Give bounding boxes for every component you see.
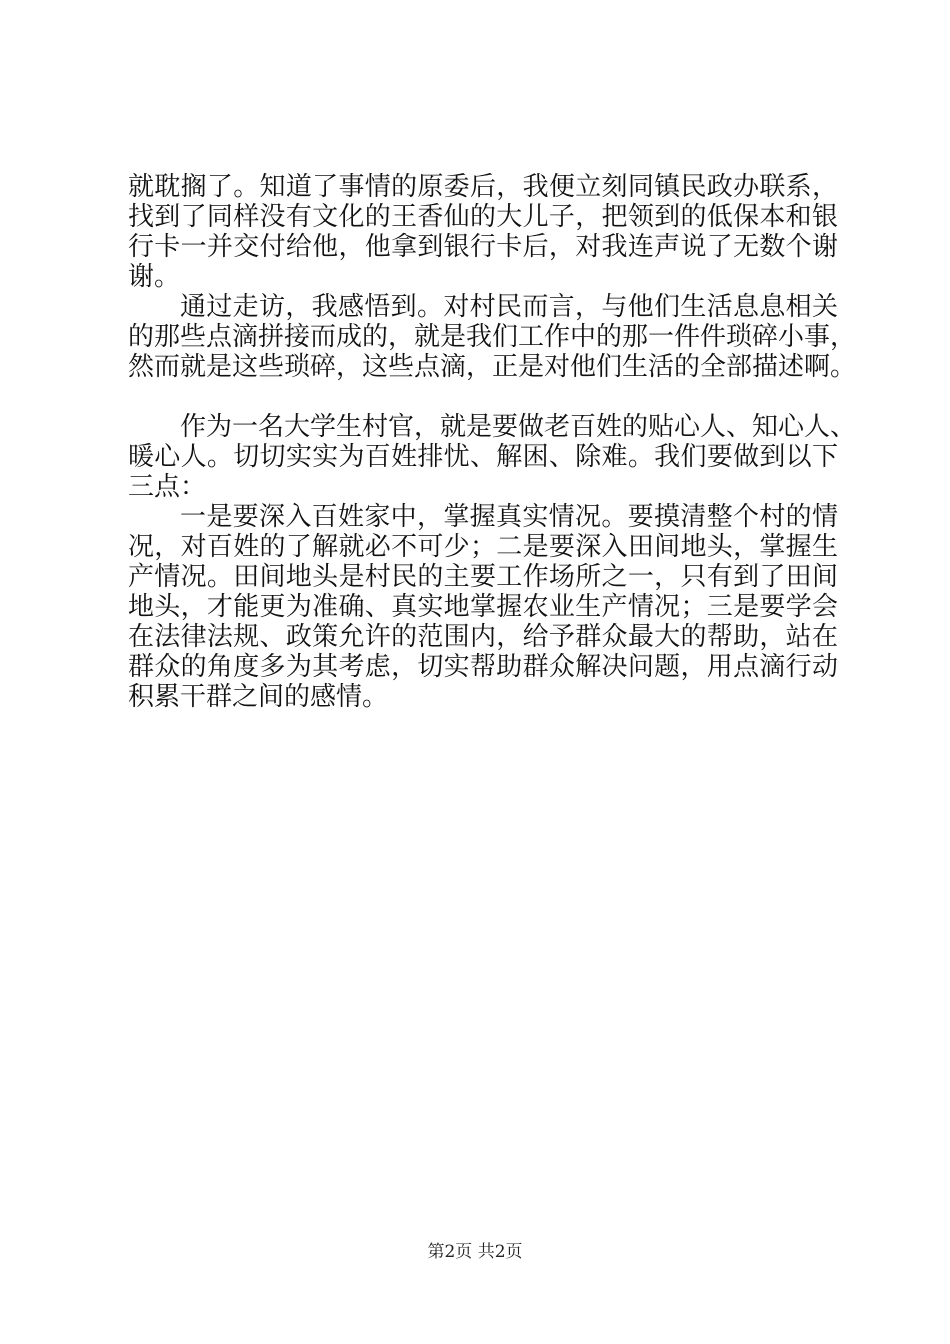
paragraph-3 xyxy=(128,412,857,502)
text-line: 的那些点滴拼接而成的，就是我们工作中的那一件件琐碎小事， xyxy=(128,322,857,352)
document-body xyxy=(128,172,857,712)
text-line: 积累干群之间的感情。 xyxy=(128,682,389,712)
page-footer: 第2页 共2页 xyxy=(427,1242,523,1262)
text-line: 一是要深入百姓家中，掌握真实情况。要摸清整个村的情 xyxy=(180,502,838,532)
text-line: 产情况。田间地头是村民的主要工作场所之一，只有到了田间 xyxy=(128,562,838,592)
paragraph-gap xyxy=(128,382,838,412)
text-line: 暖心人。切切实实为百姓排忧、解困、除难。我们要做到以下 xyxy=(128,442,838,472)
text-line: 况，对百姓的了解就必不可少；二是要深入田间地头，掌握生 xyxy=(128,532,838,562)
text-line: 在法律法规、政策允许的范围内，给予群众最大的帮助，站在 xyxy=(128,622,838,652)
text-line: 找到了同样没有文化的王香仙的大儿子，把领到的低保本和银 xyxy=(128,202,838,232)
text-line: 群众的角度多为其考虑，切实帮助群众解决问题，用点滴行动 xyxy=(128,652,838,682)
paragraph-1 xyxy=(128,172,838,292)
text-line: 谢。 xyxy=(128,262,181,292)
paragraph-2 xyxy=(128,292,857,382)
text-line: 就耽搁了。知道了事情的原委后，我便立刻同镇民政办联系， xyxy=(128,172,838,202)
text-line: 通过走访，我感悟到。对村民而言，与他们生活息息相关 xyxy=(180,292,838,322)
text-line: 三点： xyxy=(128,472,207,502)
text-line: 然而就是这些琐碎，这些点滴，正是对他们生活的全部描述啊。 xyxy=(128,352,857,382)
paragraph-4 xyxy=(128,502,838,712)
text-line: 地头，才能更为准确、真实地掌握农业生产情况；三是要学会 xyxy=(128,592,838,622)
text-line: 作为一名大学生村官，就是要做老百姓的贴心人、知心人、 xyxy=(180,412,857,442)
text-line: 行卡一并交付给他，他拿到银行卡后，对我连声说了无数个谢 xyxy=(128,232,838,262)
